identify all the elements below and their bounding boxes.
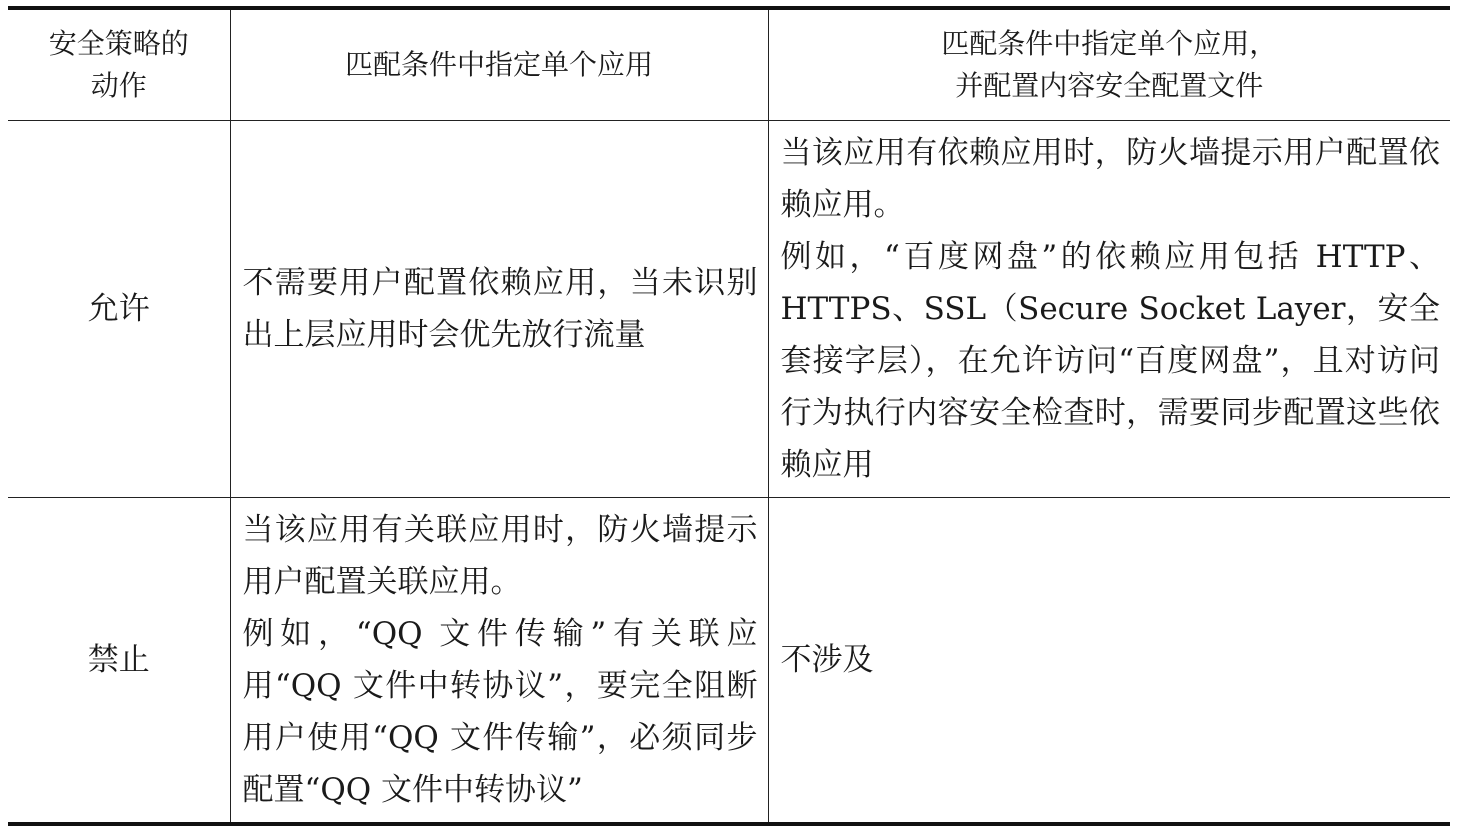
header-single-app-line-1: 匹配条件中指定单个应用 <box>344 48 653 81</box>
header-single-app <box>230 8 768 121</box>
cell-with-profile-allow-para-1: 当该应用有依赖应用时，防火墙提示用户配置依赖应用。 <box>780 135 1440 223</box>
cell-with-profile-allow-para-2: 例如，“百度网盘”的依赖应用包括 HTTP、HTTPS、SSL（Secure Socket Layer，安全套接字层），在允许访问“百度网盘”，且对访问行为执行内容安全检查时，需要同步配置这些依赖应用 <box>780 239 1440 483</box>
header-action <box>8 8 230 121</box>
header-action-line-2: 动作 <box>90 69 147 102</box>
cell-single-app-deny <box>230 498 768 825</box>
policy-action-table-container <box>8 6 1450 826</box>
cell-single-app-allow-para-1: 不需要用户配置依赖应用，当未识别出上层应用时会优先放行流量 <box>242 265 758 353</box>
cell-with-profile-deny-para-1: 不涉及 <box>780 642 874 678</box>
cell-single-app-allow <box>230 121 768 498</box>
header-with-profile-line-1: 匹配条件中指定单个应用， <box>941 27 1278 60</box>
cell-action-allow: 允许 <box>8 121 230 498</box>
table-header-row <box>8 8 1450 121</box>
header-with-profile-line-2: 并配置内容安全配置文件 <box>955 69 1264 102</box>
header-with-profile <box>768 8 1450 121</box>
header-action-line-1: 安全策略的 <box>48 27 189 60</box>
cell-action-deny: 禁止 <box>8 498 230 825</box>
cell-single-app-deny-para-2: 例如，“QQ 文件传输”有关联应用“QQ 文件中转协议”，要完全阻断用户使用“QQ 文件传输”，必须同步配置“QQ 文件中转协议” <box>242 616 758 808</box>
cell-single-app-deny-para-1: 当该应用有关联应用时，防火墙提示用户配置关联应用。 <box>242 512 758 600</box>
cell-with-profile-allow <box>768 121 1450 498</box>
cell-with-profile-deny <box>768 498 1450 825</box>
table-row-allow <box>8 121 1450 498</box>
table-row-deny <box>8 498 1450 825</box>
policy-action-table <box>8 6 1450 826</box>
